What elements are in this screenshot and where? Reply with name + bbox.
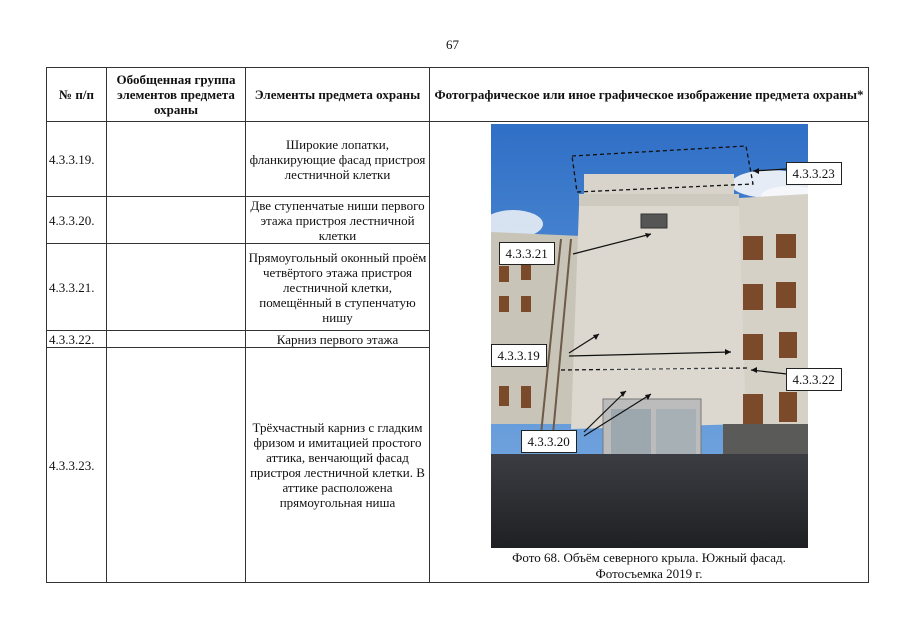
label-4-3-3-21: 4.3.3.21 bbox=[499, 242, 555, 265]
caption-line-2: Фотосъемка 2019 г. bbox=[595, 566, 703, 581]
row-element: Трёхчастный карниз с гладким фризом и имитацией простого аттика, венчающий фасад пристроя лестничной клетки. В аттике расположена прямоугольная ниша bbox=[246, 348, 430, 583]
facade-photo bbox=[491, 124, 835, 548]
header-elements: Элементы предмета охраны bbox=[246, 68, 430, 122]
row-group bbox=[107, 348, 246, 583]
label-4-3-3-19: 4.3.3.19 bbox=[491, 344, 547, 367]
row-num: 4.3.3.19. bbox=[47, 122, 107, 197]
protection-elements-table bbox=[46, 67, 869, 583]
table-header-row bbox=[47, 68, 869, 122]
header-num: № п/п bbox=[47, 68, 107, 122]
row-num: 4.3.3.23. bbox=[47, 348, 107, 583]
caption-line-1: Фото 68. Объём северного крыла. Южный фасад. bbox=[512, 550, 786, 565]
row-group bbox=[107, 244, 246, 331]
row-element: Прямоугольный оконный проём четвёртого этажа пристроя лестничной клетки, помещённый в ступенчатую нишу bbox=[246, 244, 430, 331]
row-num: 4.3.3.20. bbox=[47, 197, 107, 244]
label-4-3-3-23: 4.3.3.23 bbox=[786, 162, 842, 185]
row-num: 4.3.3.21. bbox=[47, 244, 107, 331]
photo-cell bbox=[430, 122, 869, 583]
header-group: Обобщенная группа элементов предмета охраны bbox=[107, 68, 246, 122]
row-num: 4.3.3.22. bbox=[47, 331, 107, 348]
label-4-3-3-20: 4.3.3.20 bbox=[521, 430, 577, 453]
row-group bbox=[107, 197, 246, 244]
page-number: 67 bbox=[446, 37, 459, 52]
row-element: Широкие лопатки, фланкирующие фасад пристроя лестничной клетки bbox=[246, 122, 430, 197]
facade-photo-image bbox=[491, 124, 808, 548]
row-element: Карниз первого этажа bbox=[246, 331, 430, 348]
header-photo: Фотографическое или иное графическое изображение предмета охраны* bbox=[430, 68, 869, 122]
label-4-3-3-22: 4.3.3.22 bbox=[786, 368, 842, 391]
row-group bbox=[107, 122, 246, 197]
photo-caption bbox=[430, 550, 868, 582]
table-row bbox=[47, 122, 869, 197]
row-element: Две ступенчатые ниши первого этажа пристроя лестничной клетки bbox=[246, 197, 430, 244]
row-group bbox=[107, 331, 246, 348]
